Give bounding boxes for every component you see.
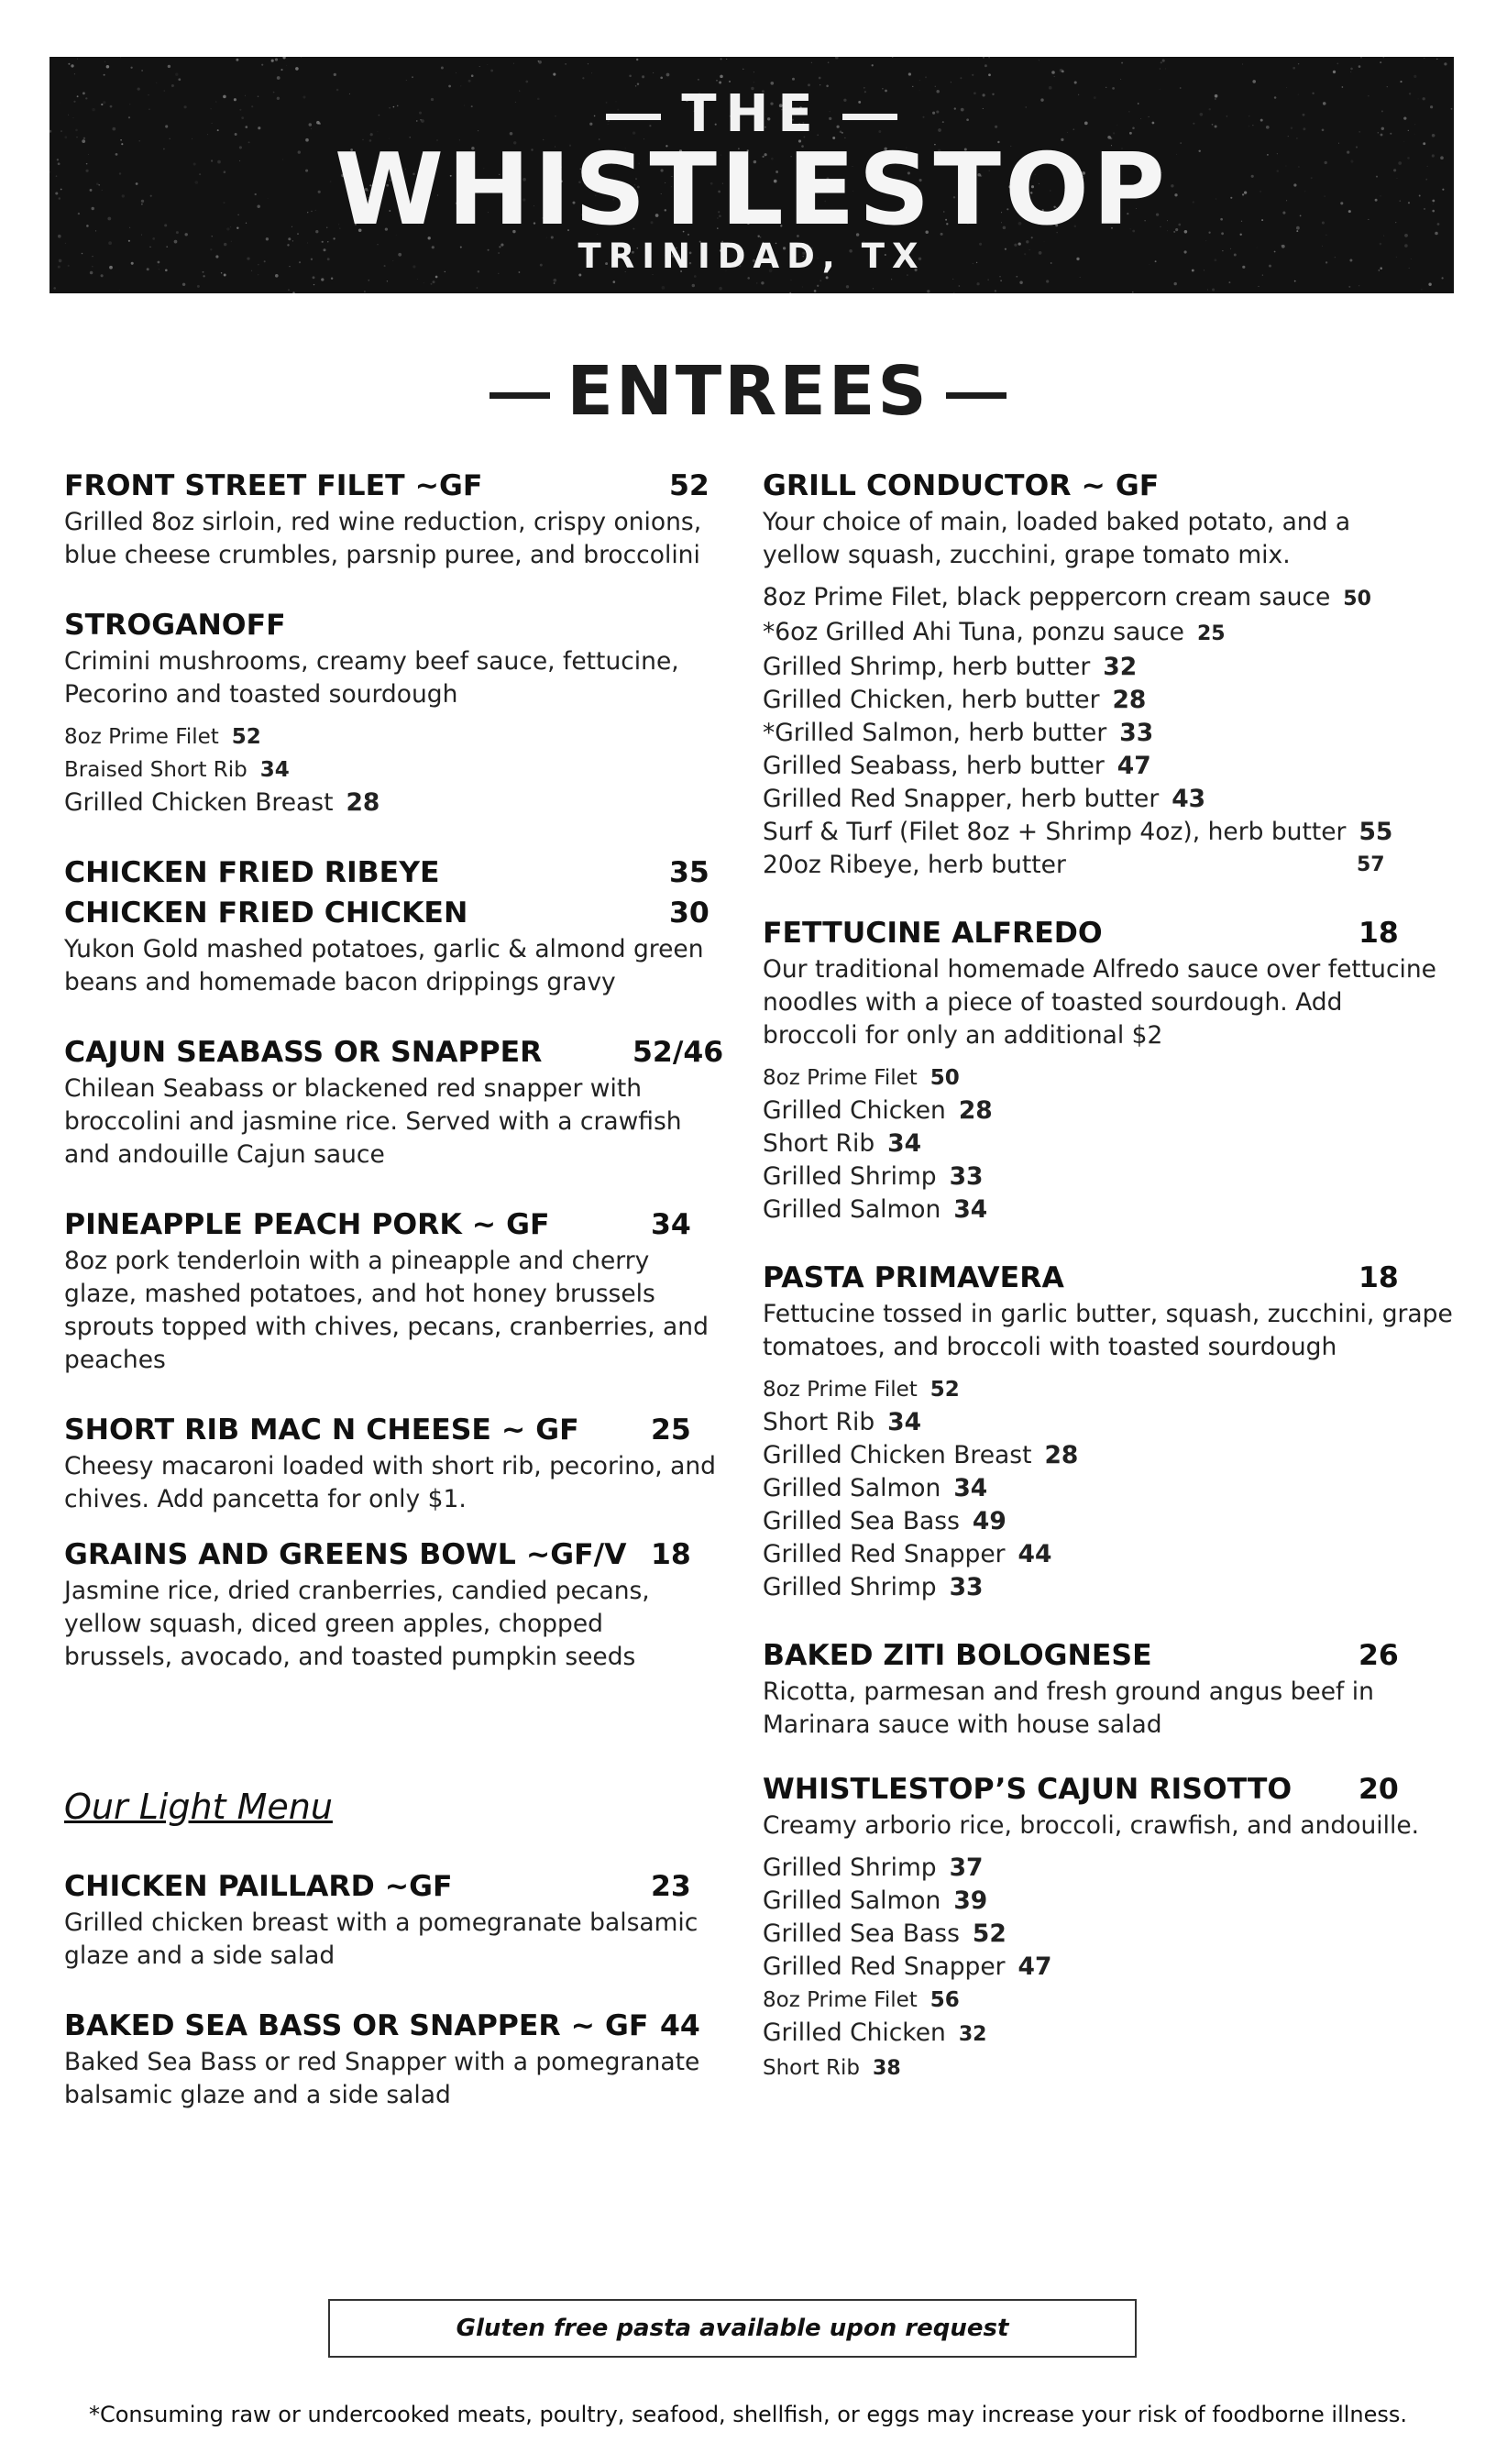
menu-item <box>64 1410 724 1516</box>
add-on-options <box>763 581 1459 882</box>
add-on-label: Short Rib <box>763 1408 875 1436</box>
add-on-price: 33 <box>949 1162 984 1191</box>
menu-item-title: WHISTLESTOP’S CAJUN RISOTTO <box>763 1773 1292 1806</box>
add-on-price: 33 <box>1119 719 1154 747</box>
add-on-price: 28 <box>958 1096 993 1125</box>
add-on-label: Grilled Shrimp, herb butter <box>763 653 1091 681</box>
add-on-label: Grilled Chicken <box>763 2018 946 2047</box>
add-on-option <box>763 1571 1459 1604</box>
menu-item-title-row <box>64 1032 724 1072</box>
add-on-price: 32 <box>958 2023 987 2046</box>
add-on-price: 34 <box>887 1129 922 1158</box>
menu-item-description: Cheesy macaroni loaded with short rib, pecorino, and <box>64 1452 716 1480</box>
menu-item <box>763 1258 1459 1604</box>
add-on-label: Grilled Shrimp <box>763 1162 937 1191</box>
add-on-options <box>763 1852 1459 2085</box>
add-on-price: 25 <box>1196 622 1226 645</box>
menu-item-description: glaze, mashed potatoes, and hot honey brussels <box>64 1280 655 1308</box>
menu-item-description: Your choice of main, loaded baked potato, and a <box>763 508 1351 536</box>
menu-item <box>763 1635 1459 1742</box>
menu-item-description: sprouts topped with chives, pecans, cranberries, and <box>64 1313 709 1341</box>
add-on-option <box>763 717 1459 750</box>
add-on-label: Grilled Red Snapper, herb butter <box>763 785 1160 813</box>
add-on-label: Grilled Sea Bass <box>763 1507 960 1535</box>
menu-item-description: broccolini and jasmine rice. Served with a crawfish <box>64 1107 682 1136</box>
add-on-option <box>763 1160 1459 1194</box>
add-on-price: 34 <box>259 758 290 782</box>
add-on-option <box>763 1538 1459 1571</box>
menu-item-description: 8oz pork tenderloin with a pineapple and cherry <box>64 1247 650 1275</box>
add-on-option <box>763 1951 1459 1984</box>
menu-item-title: PASTA PRIMAVERA <box>763 1261 1064 1294</box>
add-on-price: 39 <box>953 1886 988 1915</box>
menu-item-title: GRAINS AND GREENS BOWL ~GF/V <box>64 1538 627 1571</box>
menu-item-title: FRONT STREET FILET ~GF <box>64 469 483 502</box>
add-on-option <box>763 816 1459 849</box>
menu-item-title: CHICKEN PAILLARD ~GF <box>64 1870 453 1903</box>
menu-item-description: Our traditional homemade Alfredo sauce over fettucine <box>763 955 1436 984</box>
menu-item-description: chives. Add pancetta for only $1. <box>64 1485 467 1513</box>
add-on-label: 20oz Ribeye, herb butter <box>763 851 1066 879</box>
add-on-label: Grilled Chicken Breast <box>763 1441 1032 1469</box>
add-on-label: Grilled Chicken <box>763 1096 946 1125</box>
menu-item-price: 18 <box>651 1538 691 1571</box>
add-on-option <box>763 2052 1459 2085</box>
add-on-price: 52 <box>231 725 261 749</box>
add-on-label: Grilled Shrimp <box>763 1854 937 1882</box>
add-on-options <box>763 1062 1459 1226</box>
menu-item-description: tomatoes, and broccoli with toasted sourdough <box>763 1333 1337 1361</box>
add-on-price: 55 <box>1358 818 1393 846</box>
add-on-option <box>763 1505 1459 1538</box>
menu-item-description: and andouille Cajun sauce <box>64 1140 385 1169</box>
add-on-price: 32 <box>1103 653 1138 681</box>
menu-item <box>64 1534 724 1674</box>
light-menu-heading: Our Light Menu <box>64 1787 333 1827</box>
menu-item-title-row <box>763 1769 1459 1810</box>
add-on-option <box>64 786 724 820</box>
menu-item-price: 35 <box>669 856 710 889</box>
menu-item-price: 30 <box>669 896 710 930</box>
menu-item-title: BAKED SEA BASS OR SNAPPER ~ GF <box>64 2009 649 2042</box>
add-on-option <box>763 750 1459 783</box>
menu-item-title: CHICKEN FRIED CHICKEN <box>64 896 468 930</box>
add-on-option <box>763 1373 1459 1406</box>
menu-item-title-row <box>763 1258 1459 1298</box>
menu-item-title: BAKED ZITI BOLOGNESE <box>763 1639 1152 1672</box>
add-on-option <box>763 1439 1459 1472</box>
add-on-label: Grilled Sea Bass <box>763 1920 960 1948</box>
add-on-label: Grilled Chicken, herb butter <box>763 686 1100 714</box>
add-on-option <box>763 1094 1459 1128</box>
add-on-price: 47 <box>1018 1952 1052 1981</box>
menu-item <box>64 605 724 820</box>
add-on-option <box>763 783 1459 816</box>
add-on-option <box>763 2017 1459 2052</box>
menu-item-title-row <box>64 893 724 933</box>
add-on-label: Short Rib <box>763 2056 861 2080</box>
menu-item-title-row <box>64 605 724 645</box>
menu-item-price: 25 <box>651 1414 691 1446</box>
menu-item-description: Chilean Seabass or blackened red snapper with <box>64 1074 643 1103</box>
add-on-option <box>763 1128 1459 1160</box>
add-on-price: 33 <box>949 1573 984 1601</box>
add-on-price: 49 <box>972 1507 1006 1535</box>
left-column <box>64 466 724 2112</box>
dash-right <box>946 392 1006 399</box>
add-on-price: 34 <box>953 1474 988 1502</box>
menu-item-description: yellow squash, zucchini, grape tomato mix. <box>763 541 1291 569</box>
menu-item-price: 52 <box>669 469 710 502</box>
menu-item-description: noodles with a piece of toasted sourdough. Add <box>763 988 1343 1017</box>
add-on-option <box>763 1984 1459 2017</box>
menu-item-description: beans and homemade bacon drippings gravy <box>64 968 616 996</box>
right-column <box>763 466 1459 2085</box>
menu-item-title-row <box>64 1204 724 1245</box>
add-on-price: 57 <box>1357 853 1385 876</box>
add-on-option <box>763 1918 1459 1951</box>
menu-item <box>64 852 724 893</box>
add-on-label: *Grilled Salmon, herb butter <box>763 719 1107 747</box>
menu-item-title: PINEAPPLE PEACH PORK ~ GF <box>64 1208 550 1241</box>
menu-item-description: Pecorino and toasted sourdough <box>64 680 458 709</box>
menu-item-description: Jasmine rice, dried cranberries, candied pecans, <box>64 1577 650 1605</box>
add-on-option <box>763 1885 1459 1918</box>
add-on-option <box>763 1062 1459 1094</box>
add-on-label: 8oz Prime Filet <box>763 1378 918 1402</box>
gluten-free-note: Gluten free pasta available upon request <box>328 2299 1137 2358</box>
menu-item-description: Marinara sauce with house salad <box>763 1710 1162 1739</box>
add-on-price: 34 <box>953 1195 988 1224</box>
menu-item-description: Baked Sea Bass or red Snapper with a pomegranate <box>64 2048 700 2076</box>
add-on-label: Short Rib <box>763 1129 875 1158</box>
menu-item-title-row <box>64 1534 724 1575</box>
menu-item-description: yellow squash, diced green apples, chopped <box>64 1610 603 1638</box>
add-on-price: 37 <box>949 1854 984 1882</box>
menu-item-title-row <box>64 2006 724 2046</box>
add-on-option <box>64 754 724 786</box>
menu-item-description: glaze and a side salad <box>64 1942 336 1970</box>
add-on-label: 8oz Prime Filet <box>763 1988 918 2012</box>
menu-item <box>64 2006 724 2112</box>
dash-left <box>606 114 661 120</box>
add-on-label: Grilled Seabass, herb butter <box>763 752 1105 780</box>
add-on-option <box>763 651 1459 684</box>
add-on-price: 34 <box>887 1408 922 1436</box>
menu-item-title-row <box>763 1635 1459 1676</box>
menu-item-description: blue cheese crumbles, parsnip puree, and broccolini <box>64 541 700 569</box>
section-title-text: ENTREES <box>566 352 930 431</box>
menu-item-price: 52/46 <box>632 1036 724 1069</box>
add-on-price: 47 <box>1116 752 1151 780</box>
menu-item-description: broccoli for only an additional $2 <box>763 1021 1163 1050</box>
menu-item <box>64 1866 724 1973</box>
add-on-label: 8oz Prime Filet, black peppercorn cream sauce <box>763 583 1331 611</box>
menu-item-title-row <box>64 852 724 893</box>
menu-item-price: 34 <box>651 1208 691 1241</box>
menu-item-description: peaches <box>64 1346 166 1374</box>
add-on-label: Grilled Red Snapper <box>763 1540 1006 1568</box>
menu-item-description: Fettucine tossed in garlic butter, squash, zucchini, grape <box>763 1300 1453 1328</box>
menu-item-title: STROGANOFF <box>64 609 286 642</box>
add-on-price: 28 <box>346 788 380 817</box>
menu-item-title-row <box>64 466 724 506</box>
add-on-price: 52 <box>930 1378 960 1402</box>
menu-item-description: Creamy arborio rice, broccoli, crawfish, and andouille. <box>763 1811 1420 1840</box>
add-on-option <box>763 1406 1459 1439</box>
add-on-option <box>763 684 1459 717</box>
add-on-label: Grilled Salmon <box>763 1886 941 1915</box>
menu-item <box>763 466 1459 882</box>
menu-item-description: Yukon Gold mashed potatoes, garlic & almond green <box>64 935 704 963</box>
add-on-price: 50 <box>1343 588 1371 610</box>
menu-item-title: CAJUN SEABASS OR SNAPPER <box>64 1036 543 1069</box>
menu-item-description: Crimini mushrooms, creamy beef sauce, fettucine, <box>64 647 679 676</box>
add-on-price: 28 <box>1044 1441 1079 1469</box>
add-on-price: 43 <box>1172 785 1206 813</box>
add-on-option <box>763 616 1459 651</box>
add-on-label: Grilled Shrimp <box>763 1573 937 1601</box>
menu-item-description: balsamic glaze and a side salad <box>64 2081 451 2109</box>
add-on-price: 52 <box>972 1920 1006 1948</box>
menu-item-description: brussels, avocado, and toasted pumpkin seeds <box>64 1643 636 1671</box>
restaurant-location: TRINIDAD, TX <box>578 236 926 276</box>
food-safety-disclaimer: *Consuming raw or undercooked meats, poultry, seafood, shellfish, or eggs may increase your risk of foodborne illness. <box>88 2402 1408 2427</box>
menu-item-title-row <box>64 1410 724 1450</box>
add-on-options <box>64 720 724 820</box>
add-on-label: Braised Short Rib <box>64 758 248 782</box>
menu-item-price: 23 <box>651 1870 691 1903</box>
add-on-options <box>763 1373 1459 1604</box>
menu-item-title: CHICKEN FRIED RIBEYE <box>64 856 440 889</box>
add-on-option <box>763 1194 1459 1226</box>
add-on-label: Grilled Salmon <box>763 1195 941 1224</box>
add-on-label: Surf & Turf (Filet 8oz + Shrimp 4oz), herb butter <box>763 818 1347 846</box>
add-on-label: Grilled Chicken Breast <box>64 788 334 817</box>
dash-left <box>490 392 550 399</box>
add-on-price: 44 <box>1018 1540 1052 1568</box>
menu-item-description: Grilled 8oz sirloin, red wine reduction, crispy onions, <box>64 508 702 536</box>
menu-item-price: 20 <box>1358 1773 1399 1806</box>
restaurant-name: WHISTLESTOP <box>334 133 1170 248</box>
add-on-option <box>763 1852 1459 1885</box>
menu-item-title-row <box>763 913 1459 953</box>
menu-item-price: 18 <box>1358 1261 1399 1294</box>
banner-the-text: THE <box>681 84 822 144</box>
menu-item-description: Ricotta, parmesan and fresh ground angus beef in <box>763 1678 1374 1706</box>
header-banner <box>50 57 1454 293</box>
menu-item-title: SHORT RIB MAC N CHEESE ~ GF <box>64 1414 579 1446</box>
add-on-price: 38 <box>873 2057 901 2080</box>
add-on-price: 28 <box>1112 686 1147 714</box>
dash-right <box>842 114 897 120</box>
add-on-option <box>763 1472 1459 1505</box>
menu-item-title-row <box>64 1866 724 1907</box>
menu-item <box>763 913 1459 1226</box>
add-on-price: 50 <box>930 1066 960 1090</box>
menu-item <box>763 1769 1459 2085</box>
menu-item-description: Grilled chicken breast with a pomegranate balsamic <box>64 1908 698 1937</box>
menu-item-title-row <box>763 466 1459 506</box>
add-on-label: *6oz Grilled Ahi Tuna, ponzu sauce <box>763 618 1184 646</box>
menu-item-price: 44 <box>660 2009 700 2042</box>
add-on-label: 8oz Prime Filet <box>64 725 219 749</box>
add-on-label: Grilled Salmon <box>763 1474 941 1502</box>
menu-item-price: 18 <box>1358 917 1399 950</box>
menu-item <box>64 1204 724 1377</box>
add-on-price: 56 <box>930 1988 960 2012</box>
add-on-option <box>64 720 724 754</box>
add-on-option <box>763 849 1459 882</box>
menu-item-price: 26 <box>1358 1639 1399 1672</box>
menu-item <box>64 1032 724 1172</box>
section-title <box>0 352 1496 431</box>
menu-item-title: GRILL CONDUCTOR ~ GF <box>763 469 1160 502</box>
menu-item <box>64 893 724 999</box>
add-on-label: 8oz Prime Filet <box>763 1066 918 1090</box>
menu-item-title: FETTUCINE ALFREDO <box>763 917 1103 950</box>
add-on-option <box>763 581 1459 616</box>
menu-item <box>64 466 724 572</box>
add-on-label: Grilled Red Snapper <box>763 1952 1006 1981</box>
